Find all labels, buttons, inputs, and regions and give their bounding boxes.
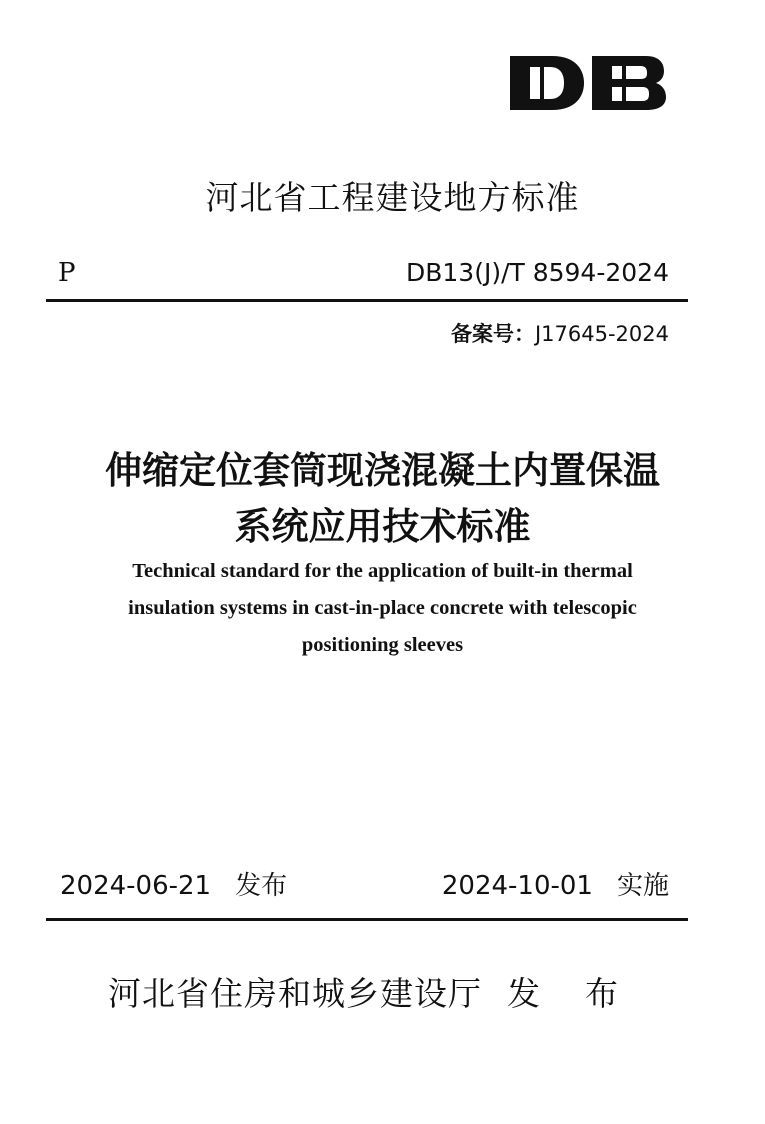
category-code: P: [58, 258, 76, 288]
standard-number: DB13(J)/T 8594-2024: [405, 258, 669, 287]
record-number: [451, 318, 669, 348]
title-en-line1: Technical standard for the application of built-in thermal: [132, 560, 633, 582]
publisher-verb-1: 发: [507, 974, 540, 1013]
title-en-line3: positioning sleeves: [301, 634, 464, 656]
issue-date-value: 2024-06-21: [60, 871, 212, 901]
issue-label: 发布: [235, 871, 288, 901]
implement-date: [442, 865, 669, 902]
implement-label: 实施: [616, 871, 669, 901]
header-rule: [46, 299, 688, 302]
series-title: 河北省工程建设地方标准: [205, 178, 580, 217]
publisher-verb-2: 布: [585, 974, 618, 1013]
record-label: 备案号：: [450, 322, 535, 346]
issue-date: [60, 865, 287, 902]
record-value: J17645-2024: [534, 322, 669, 346]
title-zh-line1: 伸缩定位套筒现浇混凝土内置保温: [105, 448, 660, 492]
title-zh-line2: 系统应用技术标准: [234, 504, 531, 548]
db-logo: [506, 52, 668, 114]
implement-date-value: 2024-10-01: [441, 871, 593, 901]
title-en-line2: insulation systems in cast-in-place concrete with telescopic: [128, 597, 637, 619]
publisher-name: 河北省住房和城乡建设厅: [108, 974, 482, 1013]
footer-rule: [46, 918, 688, 921]
